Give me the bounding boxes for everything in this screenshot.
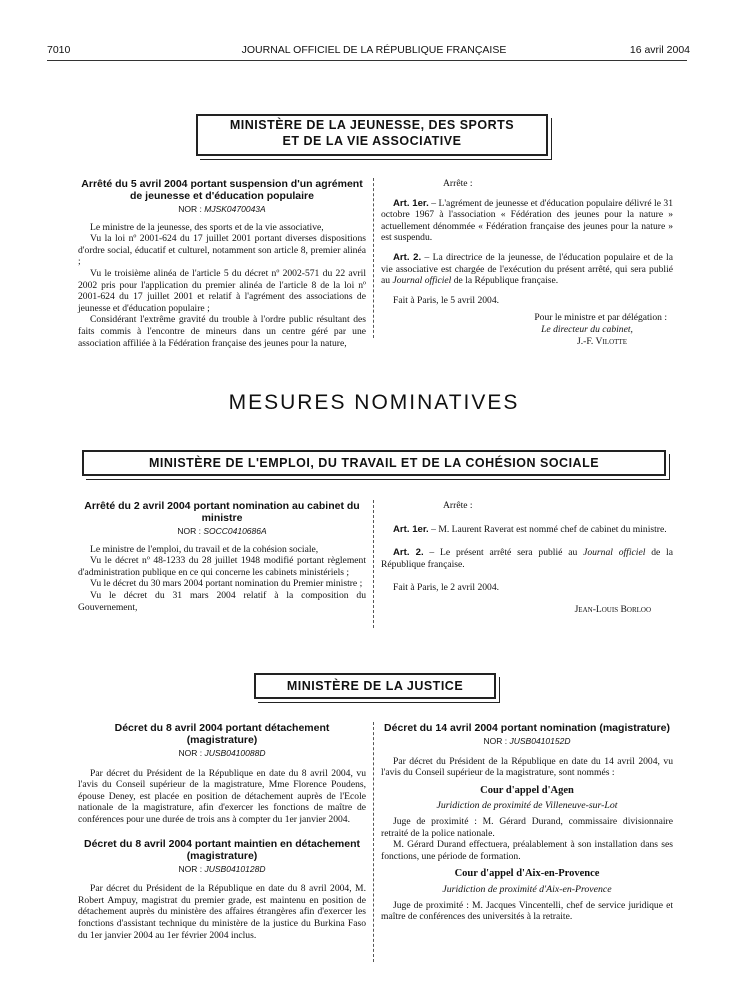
journal-title: JOURNAL OFFICIEL DE LA RÉPUBLIQUE FRANÇAISE [241, 44, 507, 56]
arrete2-left-column [78, 500, 366, 613]
arrete2-fait: Fait à Paris, le 2 avril 2004. [393, 582, 500, 594]
arrete1-para-1: Le ministre de la jeunesse, des sports et de la vie associative, [90, 221, 324, 233]
justice-right-column [381, 722, 673, 923]
cour-aix-heading: Cour d'appel d'Aix-en-Provence [454, 868, 600, 880]
decret1-title: Décret du 8 avril 2004 portant détachement (magistrature) [114, 722, 330, 746]
juridiction-aix: Juridiction de proximité d'Aix-en-Provence [442, 883, 612, 895]
arrete2-title: Arrêté du 2 avril 2004 portant nomination au cabinet du ministre [84, 500, 360, 524]
decret2-title: Décret du 8 avril 2004 portant maintien en détachement (magistrature) [83, 837, 360, 862]
arrete1-left-column [78, 178, 366, 349]
decret3-text: Par décret du Président de la République en date du 14 avril 2004, vu l'avis du Conseil supérieur de la magistrature, sont nommés : [381, 755, 673, 779]
juge-durand-formation: M. Gérard Durand effectuera, préalablement à son installation dans ses fonctions, une période de formation. [381, 839, 673, 862]
arrete1-title: Arrêté du 5 avril 2004 portant suspension d'un agrément de jeunesse et d'éducation populaire [81, 178, 363, 202]
juge-durand: Juge de proximité : M. Gérard Durand, commissaire divisionnaire retraité de la police nationale. [381, 815, 673, 839]
juridiction-villeneuve: Juridiction de proximité de Villeneuve-sur-Lot [436, 800, 618, 812]
arrete1-fait: Fait à Paris, le 5 avril 2004. [393, 294, 500, 306]
decret3-nor: NOR : JUSB0410152D [483, 736, 571, 746]
justice-left-column [78, 722, 366, 941]
arrete1-pour: Pour le ministre et par délégation : [534, 312, 667, 324]
arrete1-para-2: Vu la loi nº 2001-624 du 17 juillet 2001 portant diverses dispositions d'ordre social, éducatif et culturel, notamment son article 8, premier alinéa ; [78, 233, 366, 268]
arrete2-para-1: Le ministre de l'emploi, du travail et de la cohésion sociale, [90, 543, 319, 555]
decret2-text: Par décret du Président de la République en date du 8 avril 2004, M. Robert Ampuy, magistrat du premier grade, est maintenu en position de détachement auprès du ministère des affaires étrangères afin d'exercer les fonctions d'assistant technique du ministère de la justice du Burkina Faso du 1er janvier 2004 au 1er février 2004 inclus. [78, 883, 366, 941]
issue-date: 16 avril 2004 [629, 44, 690, 56]
arrete2-right-column [381, 500, 673, 616]
arrete1-art2: Art. 2. – La directrice de la jeunesse, de l'éducation populaire et de la vie associative est chargée de l'exécution du présent arrêté, qui sera publié au Journal officiel de la République française. [381, 251, 673, 287]
decret1-text: Par décret du Président de la République en date du 8 avril 2004, vu l'avis du Conseil supérieur de la magistrature, Mme Florence Poudens, épouse Deney, est placée en position de détachement auprès de l'Ecole nationale de la magistrature, afin d'exercer les fonctions de maître de conférences pour une durée de trois ans à compter du 1er janvier 2004. [78, 767, 366, 825]
arrete2-art1: Art. 1er. – M. Laurent Raverat est nommé chef de cabinet du ministre. [393, 523, 667, 535]
arrete2-para-3: Vu le décret du 30 mars 2004 portant nomination du Premier ministre ; [90, 578, 363, 590]
ministry-emploi-box [82, 450, 666, 476]
juge-vincentelli: Juge de proximité : M. Jacques Vincentelli, chef de service juridique et maître de conférences des universités à la retraite. [381, 899, 673, 923]
arrete1-column-divider [373, 178, 374, 338]
ministry-justice-box [254, 673, 496, 699]
mesures-nominatives-heading: MESURES NOMINATIVES [228, 391, 520, 414]
arrete2-arrete: Arrête : [443, 500, 473, 511]
arrete1-para-3: Vu le troisième alinéa de l'article 5 du décret nº 2002-571 du 22 avril 2002 pris pour l'application du premier alinéa de l'article 8 de la loi nº 2001-624 du 17 juillet 2001 et relatif à l'agrément des associations de jeunesse et d'éducation populaire ; [78, 267, 366, 314]
justice-column-divider [373, 722, 374, 962]
cour-agen-heading: Cour d'appel d'Agen [480, 784, 574, 796]
arrete1-art1: Art. 1er. – L'agrément de jeunesse et d'éducation populaire délivré le 31 octobre 1967 à l'association « Fédération des jeunes pour la nature » actuellement dénommée « Fédération française des jeunes pour la nature » est suspendu. [381, 197, 673, 244]
arrete1-nor: NOR : MJSK0470043A [178, 204, 266, 214]
arrete2-para-2: Vu le décret nº 48-1233 du 28 juillet 1948 modifié portant règlement d'administration publique en ce qui concerne les cabinets ministériels ; [78, 555, 366, 578]
ministry-jeunesse-line1: MINISTÈRE DE LA JEUNESSE, DES SPORTS [229, 118, 515, 132]
arrete1-directeur: Le directeur du cabinet, [541, 323, 633, 335]
ministry-jeunesse-line2: ET DE LA VIE ASSOCIATIVE [282, 133, 462, 148]
decret2-nor: NOR : JUSB0410128D [178, 863, 266, 874]
decret1-nor: NOR : JUSB0410088D [178, 748, 266, 758]
arrete2-para-4: Vu le décret du 31 mars 2004 relatif à la composition du Gouvernement, [78, 589, 366, 613]
ministry-emploi-label: MINISTÈRE DE L'EMPLOI, DU TRAVAIL ET DE LA COHÉSION SOCIALE [148, 456, 600, 470]
arrete2-nor: NOR : SOCC0410686A [177, 526, 267, 536]
arrete1-right-column [381, 178, 673, 347]
decret3-title: Décret du 14 avril 2004 portant nomination (magistrature) [384, 722, 670, 734]
ministry-justice-label: MINISTÈRE DE LA JUSTICE [286, 679, 464, 693]
page-number: 7010 [47, 44, 71, 56]
arrete1-para-4: Considérant l'extrême gravité du trouble à l'ordre public résultant des faits commis à l'encontre de mineurs dans un centre géré par une association affiliée à la Fédération française des jeunes pour la nature, [78, 314, 366, 349]
arrete1-arrete: Arrête : [443, 178, 473, 189]
arrete2-signature: Jean-Louis Borloo [574, 603, 651, 615]
arrete1-signature: J.-F. Vilotte [577, 335, 627, 347]
arrete2-art2: Art. 2. – Le présent arrêté sera publié au Journal officiel de la République française. [381, 547, 673, 570]
arrete2-column-divider [373, 500, 374, 628]
header-rule [47, 60, 687, 61]
ministry-jeunesse-box [196, 114, 548, 156]
